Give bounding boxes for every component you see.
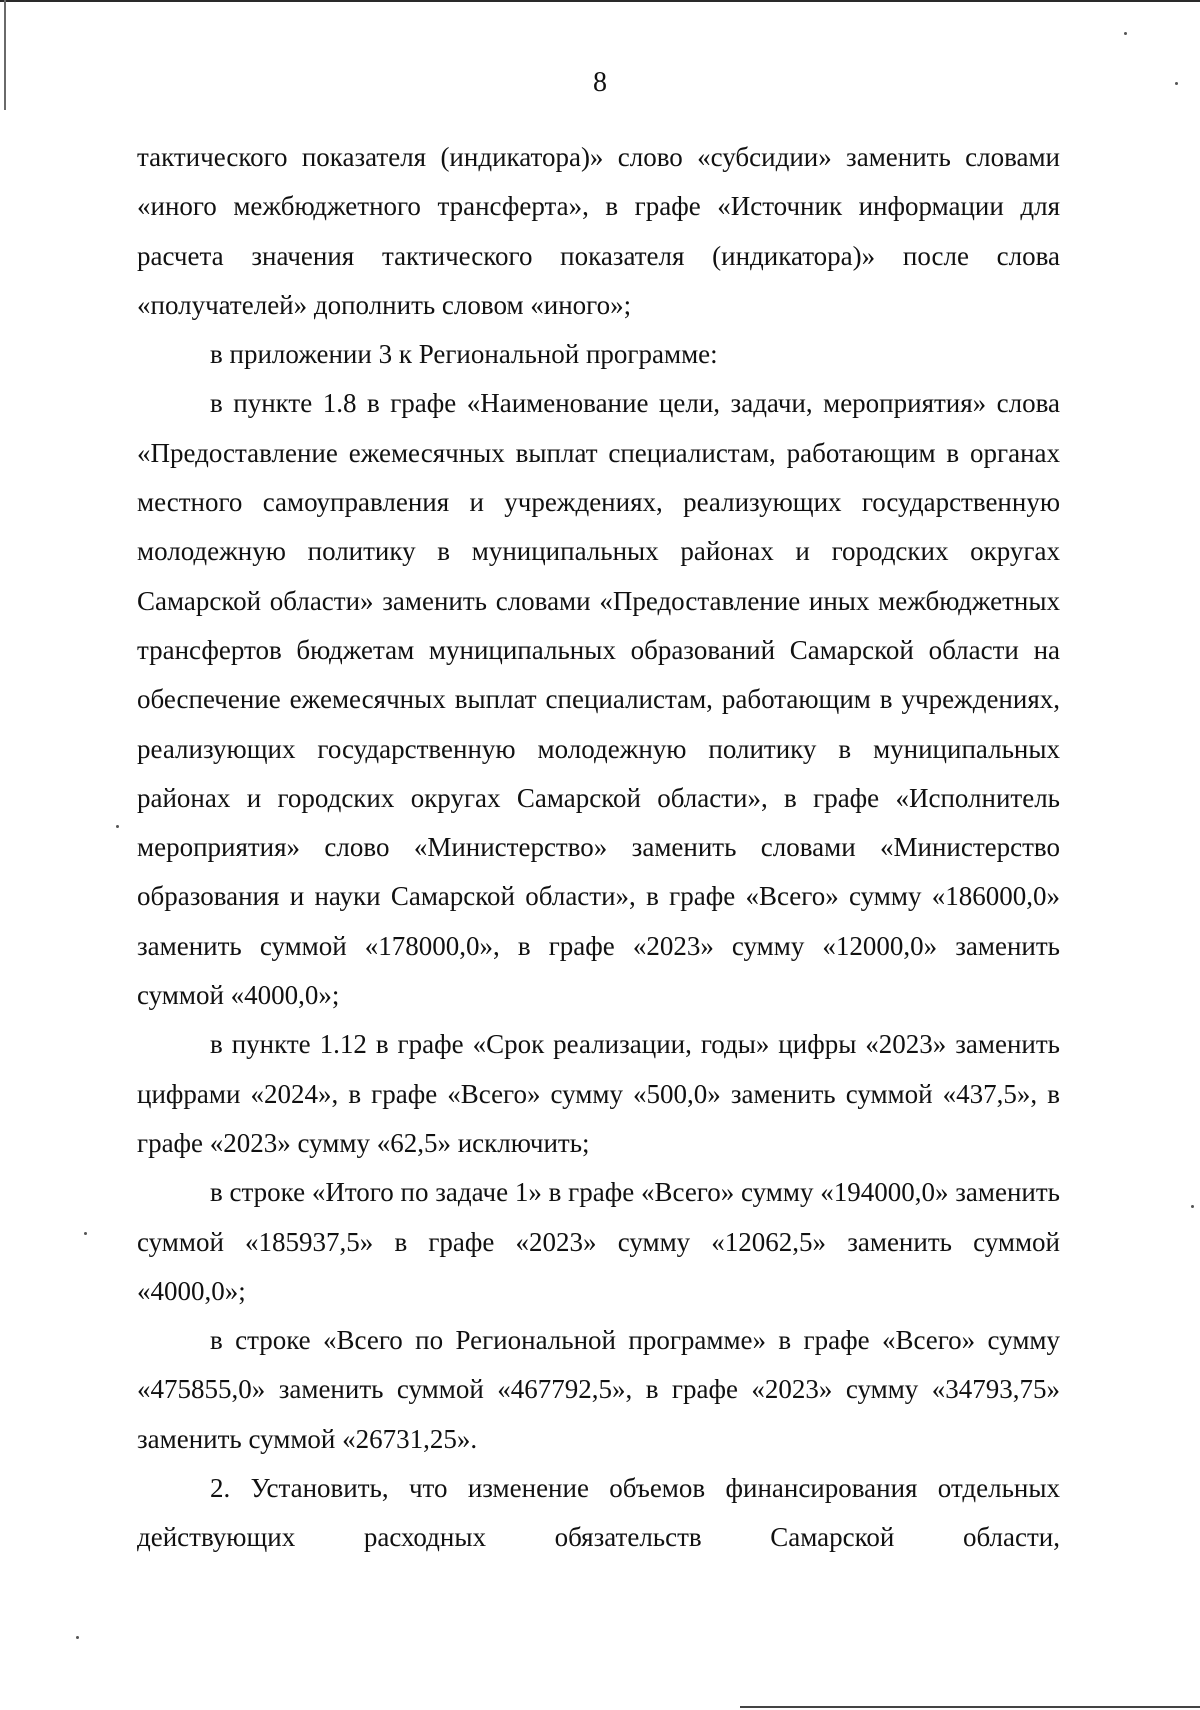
scan-speck — [84, 1232, 87, 1235]
document-body — [137, 133, 1060, 1563]
scan-top-edge — [0, 0, 1200, 2]
scan-speck — [116, 825, 119, 828]
paragraph-clause-2: 2. Установить, что изменение объемов финансирования отдельных действующих расходных обязательств Самарской области, — [137, 1473, 1060, 1553]
scan-speck — [1191, 1205, 1194, 1208]
paragraph-continuation: тактического показателя (индикатора)» слово «субсидии» заменить словами «иного межбюджетного трансферта», в графе «Источник информации для расчета значения тактического показателя (индикатора)» после слова «получателей» дополнить словом «иного»; — [137, 142, 1060, 320]
paragraph-total-program: в строке «Всего по Региональной программе» в графе «Всего» сумму «475855,0» заменить суммой «467792,5», в графе «2023» сумму «34793,75» заменить суммой «26731,25». — [137, 1325, 1060, 1454]
scan-speck — [1124, 32, 1127, 35]
paragraph-total-task-1: в строке «Итого по задаче 1» в графе «Всего» сумму «194000,0» заменить суммой «185937,5» в графе «2023» сумму «12062,5» заменить суммой «4000,0»; — [137, 1177, 1060, 1306]
page-number: 8 — [593, 67, 607, 98]
scan-speck — [76, 1636, 79, 1639]
scan-speck — [1175, 82, 1178, 85]
paragraph-appendix-3-heading: в приложении 3 к Региональной программе: — [210, 339, 718, 370]
paragraph-item-1-8: в пункте 1.8 в графе «Наименование цели, задачи, мероприятия» слова «Предоставление ежемесячных выплат специалистам, работающим в органах местного самоуправления и учреждениях, реализующих государственную молодежную политику в муниципальных районах и городских округах Самарской области» заменить словами «Предоставление иных межбюджетных трансфертов бюджетам муниципальных образований Самарской области на обеспечение ежемесячных выплат специалистам, работающим в учреждениях, реализующих государственную молодежную политику в муниципальных районах и городских округах Самарской области», в графе «Исполнитель мероприятия» слово «Министерство» заменить словами «Министерство образования и науки Самарской области», в графе «Всего» сумму «186000,0» заменить суммой «178000,0», в графе «2023» сумму «12000,0» заменить суммой «4000,0»; — [137, 388, 1060, 1011]
scan-bottom-edge — [740, 1706, 1200, 1708]
paragraph-item-1-12: в пункте 1.12 в графе «Срок реализации, годы» цифры «2023» заменить цифрами «2024», в графе «Всего» сумму «500,0» заменить суммой «437,5», в графе «2023» сумму «62,5» исключить; — [137, 1029, 1060, 1158]
